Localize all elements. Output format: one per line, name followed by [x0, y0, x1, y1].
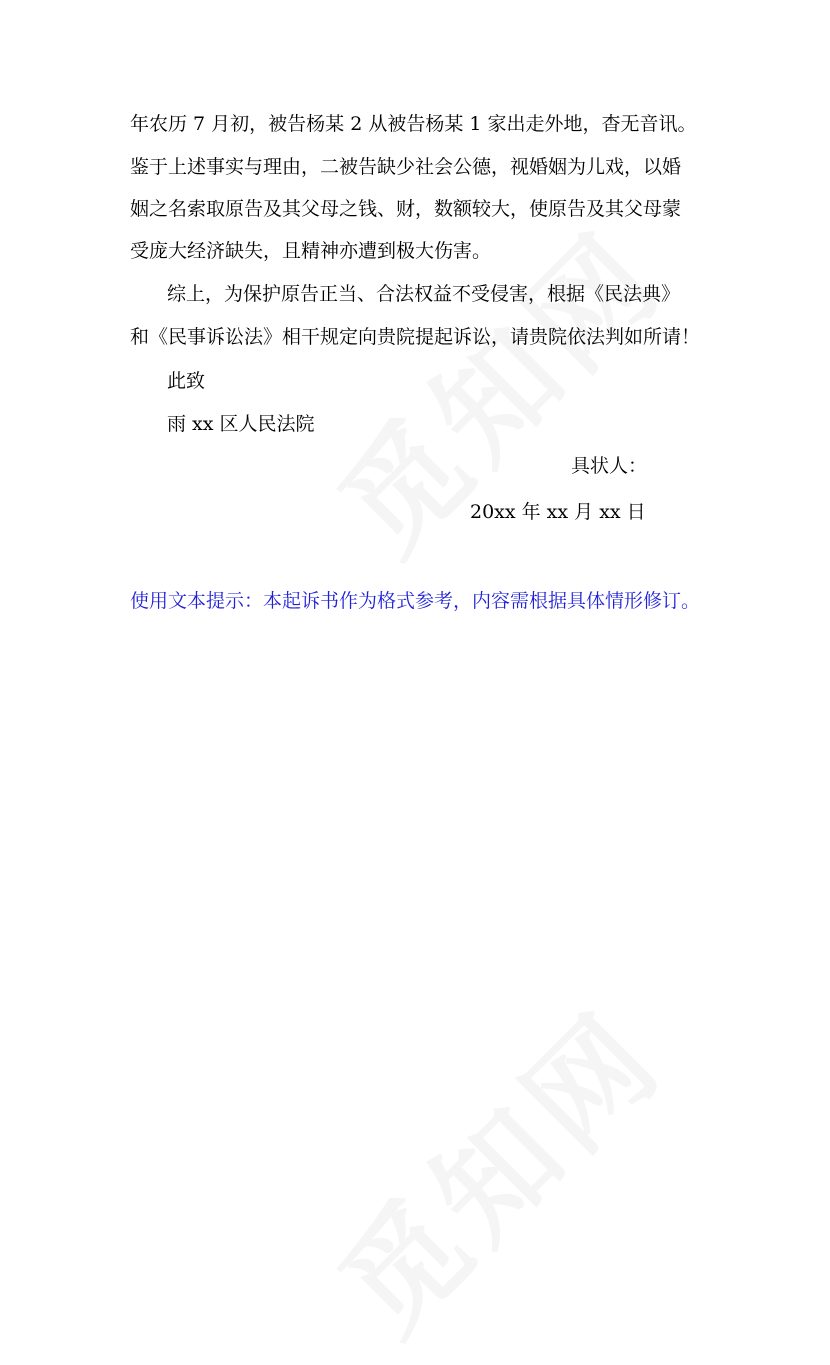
signer-label: 具状人：	[571, 455, 648, 477]
date-line: 20xx 年 xx 月 xx 日	[470, 501, 646, 523]
usage-note: 使用文本提示：本起诉书作为格式参考，内容需根据具体情形修订。	[130, 590, 701, 612]
court-name: 雨 xx 区人民法院	[167, 413, 315, 435]
salutation: 此致	[167, 370, 206, 392]
paragraph-line-4: 受庞大经济缺失，且精神亦遭到极大伤害。	[130, 240, 492, 262]
watermark	[296, 967, 693, 1364]
paragraph-line-1: 年农历 7 月初，被告杨某 2 从被告杨某 1 家出走外地，杳无音讯。	[130, 113, 697, 135]
paragraph-line-6: 和《民事诉讼法》相干规定向贵院提起诉讼，请贵院依法判如所请！	[130, 326, 701, 348]
paragraph-line-3: 姻之名索取原告及其父母之钱、财，数额较大，使原告及其父母蒙	[130, 198, 682, 220]
paragraph-line-5: 综上，为保护原告正当、合法权益不受侵害，根据《民法典》	[167, 283, 681, 305]
paragraph-line-2: 鉴于上述事实与理由，二被告缺少社会公德，视婚姻为儿戏，以婚	[130, 156, 682, 178]
